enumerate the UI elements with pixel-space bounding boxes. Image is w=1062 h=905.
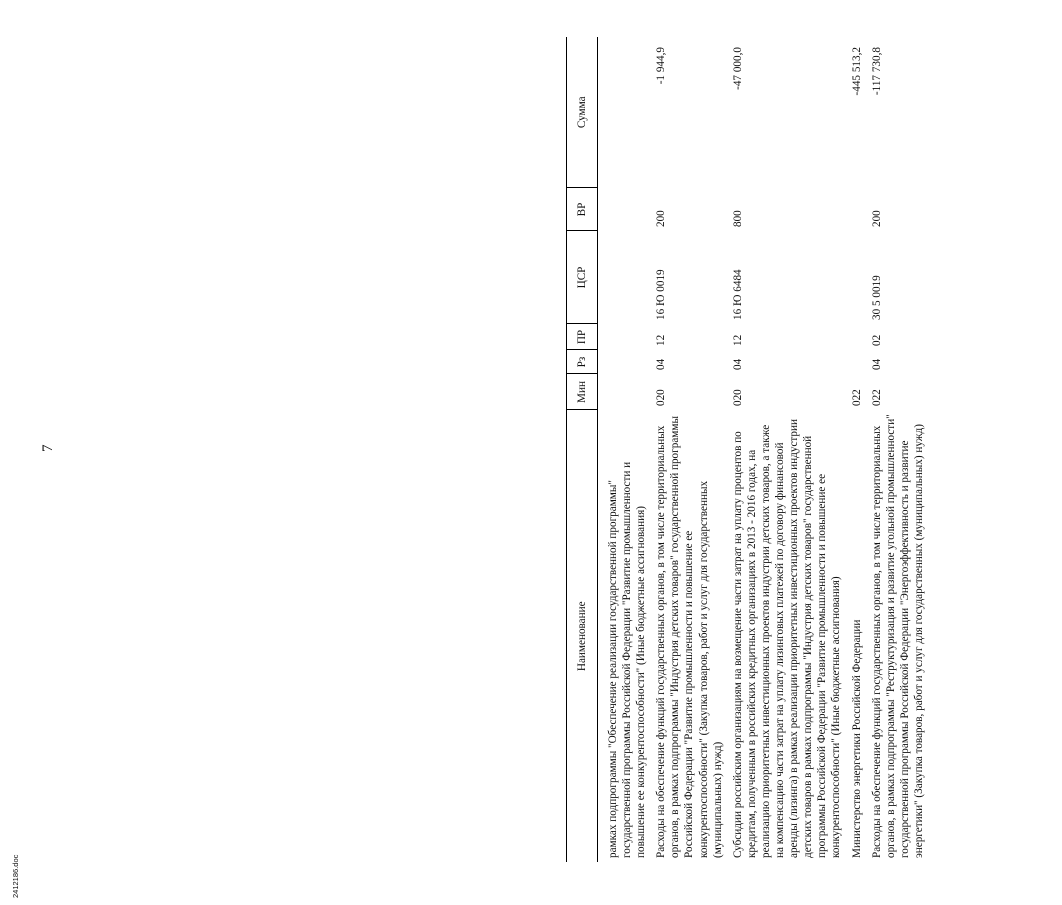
row-name: рамках подпрограммы "Обеспечение реализации государственной программы" государственной программы Российской Федерации "Развитие промышленности и повышение ее конкурентоспособности" (Иные бюджетные ассигнования)	[607, 461, 648, 858]
row-min	[598, 374, 649, 410]
table-header-row	[567, 37, 598, 862]
row-sum: -445 513,2	[850, 47, 863, 96]
row-rz: 04	[731, 358, 744, 370]
header-csr: ЦСР	[567, 231, 598, 324]
header-pr: ПР	[567, 324, 598, 350]
table-row	[725, 37, 844, 862]
table-row	[844, 37, 864, 862]
header-rz: Рз	[567, 350, 598, 374]
row-pr	[598, 324, 649, 350]
table-row	[648, 37, 724, 862]
row-vr	[844, 188, 864, 231]
row-vr: 800	[731, 210, 744, 227]
row-rz: 04	[870, 358, 883, 370]
row-rz: 04	[655, 358, 668, 370]
row-csr: 30 5 0019	[870, 275, 883, 320]
row-name: Расходы на обеспечение функций государственных органов, в том числе территориальных органов, в рамках подпрограммы "Индустрия детских товаров" государственной программы Российской Федерации "Развитие промышленности и повышение ее конкурентоспособности" (Закупка товаров, работ и услуг для государственных (муниципальных) нужд)	[655, 416, 724, 858]
table-row	[598, 37, 649, 862]
row-vr: 200	[655, 210, 668, 227]
row-rz	[844, 350, 864, 374]
table-row	[864, 37, 926, 862]
row-pr: 12	[655, 334, 668, 346]
header-vr: ВР	[567, 188, 598, 231]
row-pr: 12	[731, 334, 744, 346]
row-min: 022	[850, 389, 863, 406]
row-min: 020	[731, 389, 744, 406]
row-vr	[598, 188, 649, 231]
row-name: Субсидии российским организациям на возмещение части затрат на уплату процентов по кредитам, полученным в российских кредитных организациях в 2013 - 2016 годах, на реализацию приоритетных инвестиционных проектов индустрии детских товаров, а также на компенсацию части затрат на уплату лизинговых платежей по договору финансовой аренды (лизинга) в рамках реализации приоритетных инвестиционных проектов индустрии детских товаров в рамках подпрограммы "Индустрия детских товаров" государственной программы Российской Федерации "Развитие промышленности и повышение ее конкурентоспособности" (Иные бюджетные ассигнования)	[731, 418, 843, 858]
row-sum: -47 000,0	[731, 47, 744, 90]
row-csr: 16 Ю 6484	[731, 269, 744, 320]
rotated-page-content	[566, 37, 1062, 862]
row-min: 022	[870, 389, 883, 406]
row-csr: 16 Ю 0019	[655, 269, 668, 320]
row-vr: 200	[870, 210, 883, 227]
budget-table	[566, 37, 926, 862]
row-pr	[844, 324, 864, 350]
row-sum	[598, 37, 649, 188]
footer-document-code: 2412186.doc	[11, 854, 20, 898]
row-csr	[844, 231, 864, 324]
page-number: 7	[40, 444, 56, 452]
header-min: Мин	[567, 374, 598, 410]
row-name: Министерство энергетики Российской Федерации	[850, 619, 863, 858]
row-csr	[598, 231, 649, 324]
row-rz	[598, 350, 649, 374]
row-name: Расходы на обеспечение функций государственных органов, в том числе территориальных органов, в рамках подпрограммы "Реструктуризация и развитие угольной промышленности" государственной программы Российской Федерации "Энергоэффективность и развитие энергетики" (Закупка товаров, работ и услуг для государственных (муниципальных) нужд)	[870, 414, 925, 858]
row-min: 020	[655, 389, 668, 406]
row-sum: -117 730,8	[870, 47, 883, 96]
header-sum: Сумма	[567, 37, 598, 188]
row-sum: -1 944,9	[655, 47, 668, 85]
row-pr: 02	[870, 334, 883, 346]
header-name: Наименование	[567, 410, 598, 862]
